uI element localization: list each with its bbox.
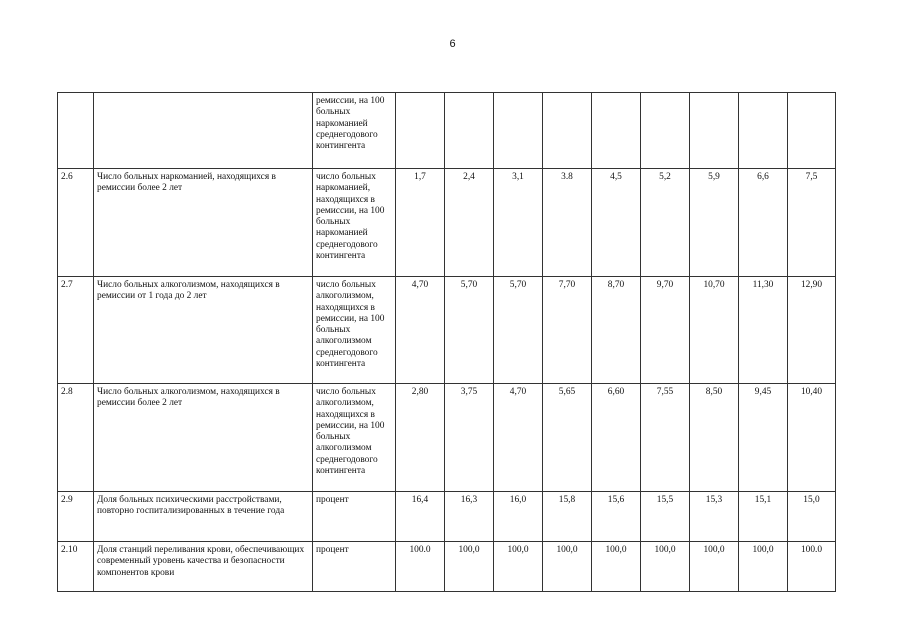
value-cell [396, 93, 445, 169]
value-cell: 16,4 [396, 492, 445, 542]
value-cell: 2,4 [445, 169, 494, 277]
value-cell: 12,90 [788, 277, 836, 384]
value-cell: 100,0 [739, 542, 788, 592]
indicator-name-cell: Число больных алкоголизмом, находящихся в ремиссии более 2 лет [94, 384, 313, 492]
unit-cell: процент [313, 542, 396, 592]
row-number-cell: 2.7 [58, 277, 94, 384]
indicator-name-cell: Число больных наркоманией, находящихся в ремиссии более 2 лет [94, 169, 313, 277]
row-number-cell [58, 93, 94, 169]
unit-cell: число больных алкоголизмом, находящихся в ремиссии, на 100 больных алкоголизмом среднегодового контингента [313, 384, 396, 492]
value-cell [592, 93, 641, 169]
value-cell: 4,70 [494, 384, 543, 492]
value-cell: 15,0 [788, 492, 836, 542]
unit-cell: число больных алкоголизмом, находящихся в ремиссии, на 100 больных алкоголизмом среднегодового контингента [313, 277, 396, 384]
value-cell: 11,30 [739, 277, 788, 384]
value-cell: 7,70 [543, 277, 592, 384]
value-cell: 5,2 [641, 169, 690, 277]
value-cell: 100,0 [494, 542, 543, 592]
value-cell: 5,70 [445, 277, 494, 384]
value-cell: 5,65 [543, 384, 592, 492]
value-cell: 10,40 [788, 384, 836, 492]
value-cell: 100,0 [543, 542, 592, 592]
value-cell: 8,70 [592, 277, 641, 384]
value-cell: 100,0 [445, 542, 494, 592]
unit-cell: ремиссии, на 100 больных наркоманией среднегодового контингента [313, 93, 396, 169]
value-cell: 100.0 [788, 542, 836, 592]
indicators-table [57, 92, 836, 592]
value-cell: 5,70 [494, 277, 543, 384]
value-cell: 100,0 [641, 542, 690, 592]
value-cell [543, 93, 592, 169]
value-cell: 4,5 [592, 169, 641, 277]
value-cell: 100,0 [592, 542, 641, 592]
unit-cell: число больных наркоманией, находящихся в ремиссии, на 100 больных наркоманией среднегодового контингента [313, 169, 396, 277]
indicator-name-cell: Число больных алкоголизмом, находящихся в ремиссии от 1 года до 2 лет [94, 277, 313, 384]
table-row [58, 277, 836, 384]
indicator-name-cell [94, 93, 313, 169]
value-cell: 16,0 [494, 492, 543, 542]
value-cell: 9,45 [739, 384, 788, 492]
value-cell: 3,75 [445, 384, 494, 492]
unit-cell: процент [313, 492, 396, 542]
value-cell: 15,6 [592, 492, 641, 542]
value-cell: 7,55 [641, 384, 690, 492]
value-cell [494, 93, 543, 169]
value-cell: 9,70 [641, 277, 690, 384]
value-cell [641, 93, 690, 169]
value-cell: 6,60 [592, 384, 641, 492]
row-number-cell: 2.8 [58, 384, 94, 492]
value-cell [739, 93, 788, 169]
value-cell: 1,7 [396, 169, 445, 277]
value-cell: 3,1 [494, 169, 543, 277]
page-number: 6 [449, 38, 456, 50]
value-cell: 15,8 [543, 492, 592, 542]
table-row [58, 93, 836, 169]
indicator-name-cell: Доля больных психическими расстройствами, повторно госпитализированных в течение года [94, 492, 313, 542]
value-cell: 3.8 [543, 169, 592, 277]
table-row [58, 169, 836, 277]
table-row [58, 542, 836, 592]
value-cell: 5,9 [690, 169, 739, 277]
value-cell: 7,5 [788, 169, 836, 277]
value-cell: 2,80 [396, 384, 445, 492]
row-number-cell: 2.10 [58, 542, 94, 592]
indicator-name-cell: Доля станций переливания крови, обеспечивающих современный уровень качества и безопасности компонентов крови [94, 542, 313, 592]
value-cell [445, 93, 494, 169]
value-cell [788, 93, 836, 169]
value-cell: 15,1 [739, 492, 788, 542]
table-row [58, 492, 836, 542]
value-cell: 100,0 [690, 542, 739, 592]
value-cell: 6,6 [739, 169, 788, 277]
row-number-cell: 2.9 [58, 492, 94, 542]
table-row [58, 384, 836, 492]
value-cell: 8,50 [690, 384, 739, 492]
row-number-cell: 2.6 [58, 169, 94, 277]
value-cell: 16,3 [445, 492, 494, 542]
value-cell: 10,70 [690, 277, 739, 384]
value-cell: 15,5 [641, 492, 690, 542]
value-cell: 4,70 [396, 277, 445, 384]
value-cell: 100.0 [396, 542, 445, 592]
value-cell [690, 93, 739, 169]
value-cell: 15,3 [690, 492, 739, 542]
